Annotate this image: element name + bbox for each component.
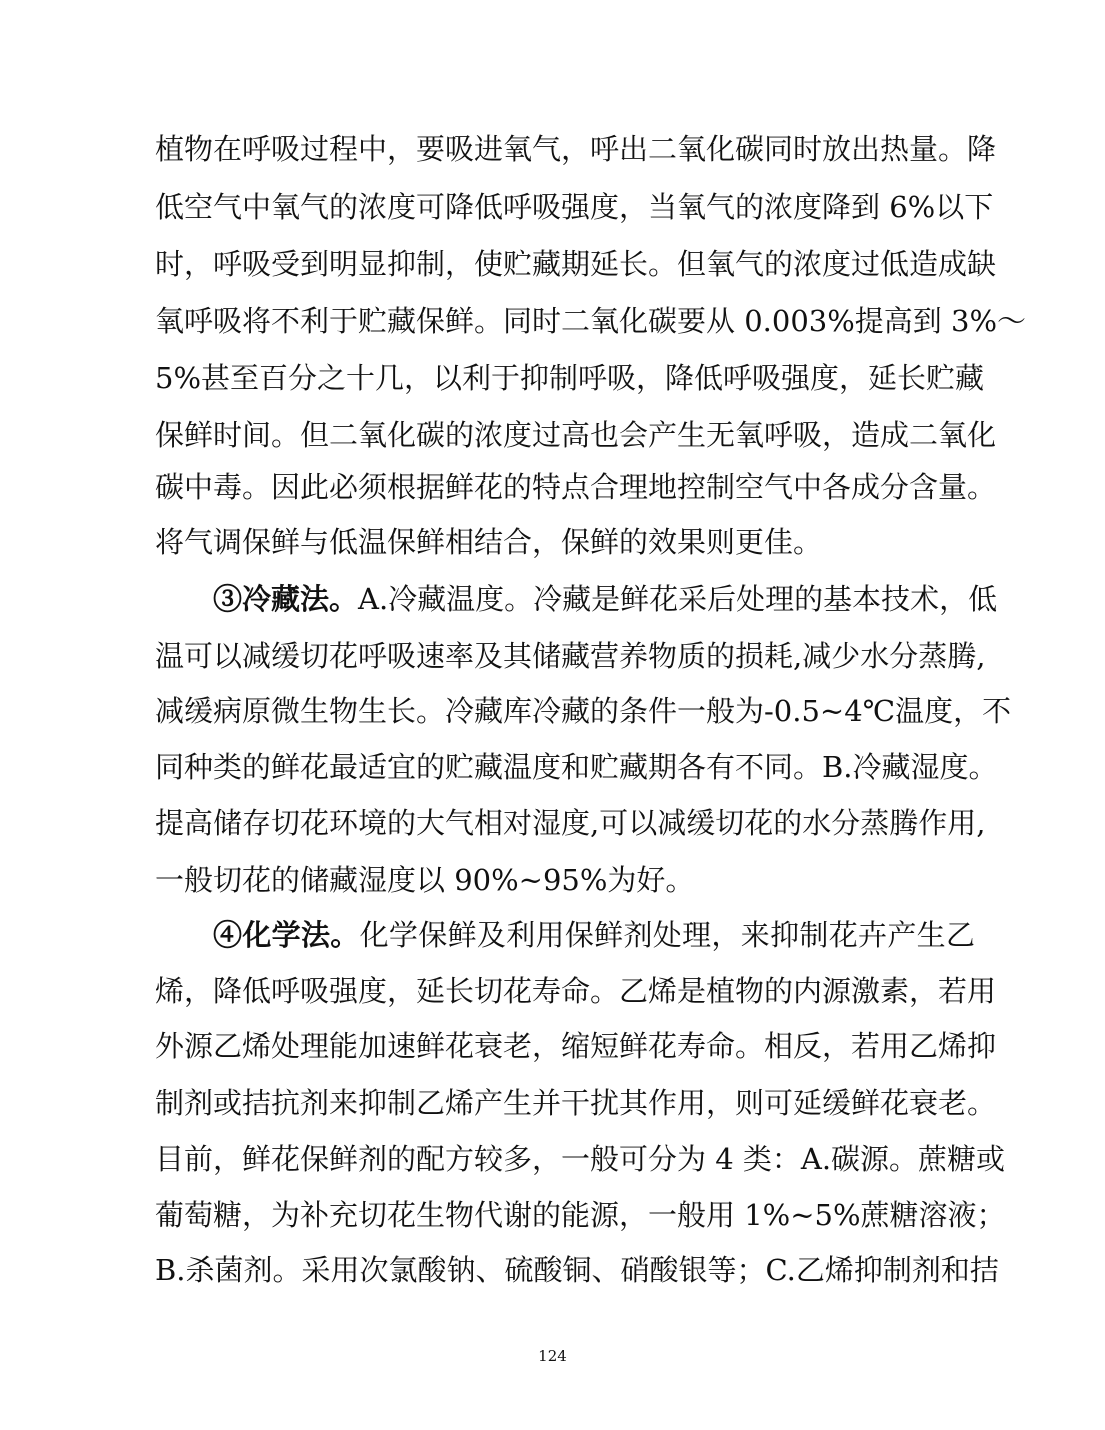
paragraph-line: 一般切花的储藏湿度以 90%~95%为好。 <box>155 863 695 897</box>
paragraph-line: 温可以减缓切花呼吸速率及其储藏营养物质的损耗,减少水分蒸腾, <box>155 639 986 673</box>
paragraph-line: 外源乙烯处理能加速鲜花衰老，缩短鲜花寿命。相反，若用乙烯抑 <box>155 1029 997 1063</box>
paragraph-line: 时，呼吸受到明显抑制，使贮藏期延长。但氧气的浓度过低造成缺 <box>155 247 997 281</box>
paragraph-line: 低空气中氧气的浓度可降低呼吸强度，当氧气的浓度降到 6%以下 <box>155 190 994 224</box>
paragraph-line-text: 化学保鲜及利用保鲜剂处理，来抑制花卉产生乙 <box>359 918 975 952</box>
paragraph-line: 碳中毒。因此必须根据鲜花的特点合理地控制空气中各成分含量。 <box>155 470 997 504</box>
paragraph-line: 氧呼吸将不利于贮藏保鲜。同时二氧化碳要从 0.003%提高到 3%～ <box>155 304 1027 338</box>
paragraph-line: 减缓病原微生物生长。冷藏库冷藏的条件一般为-0.5~4℃温度，不 <box>155 694 1012 728</box>
section-heading-chemical: ④化学法。 <box>213 918 360 952</box>
page-number: 124 <box>538 1347 567 1365</box>
paragraph-line: B.杀菌剂。采用次氯酸钠、硫酸铜、硝酸银等；C.乙烯抑制剂和拮 <box>155 1253 999 1287</box>
paragraph-line: 5%甚至百分之十几，以利于抑制呼吸，降低呼吸强度，延长贮藏 <box>155 361 985 395</box>
paragraph-line: 植物在呼吸过程中，要吸进氧气，呼出二氧化碳同时放出热量。降 <box>155 132 997 166</box>
paragraph-line: 目前，鲜花保鲜剂的配方较多，一般可分为 4 类：A.碳源。蔗糖或 <box>155 1142 1006 1176</box>
paragraph-line: 制剂或拮抗剂来抑制乙烯产生并干扰其作用，则可延缓鲜花衰老。 <box>155 1086 997 1120</box>
paragraph-line: 提高储存切花环境的大气相对湿度,可以减缓切花的水分蒸腾作用, <box>155 806 986 840</box>
paragraph-line: 烯，降低呼吸强度，延长切花寿命。乙烯是植物的内源激素，若用 <box>155 974 997 1008</box>
section-heading-cold-storage: ③冷藏法。 <box>213 582 359 616</box>
section-first-line <box>213 907 975 963</box>
paragraph-line: 葡萄糖，为补充切花生物代谢的能源，一般用 1%~5%蔗糖溶液； <box>155 1198 1006 1232</box>
paragraph-line-text: A.冷藏温度。冷藏是鲜花采后处理的基本技术，低 <box>358 582 998 616</box>
paragraph-line: 同种类的鲜花最适宜的贮藏温度和贮藏期各有不同。B.冷藏湿度。 <box>155 750 998 784</box>
paragraph-line: 将气调保鲜与低温保鲜相结合，保鲜的效果则更佳。 <box>155 525 823 559</box>
paragraph-line: 保鲜时间。但二氧化碳的浓度过高也会产生无氧呼吸，造成二氧化 <box>155 418 997 452</box>
section-first-line <box>213 571 998 627</box>
